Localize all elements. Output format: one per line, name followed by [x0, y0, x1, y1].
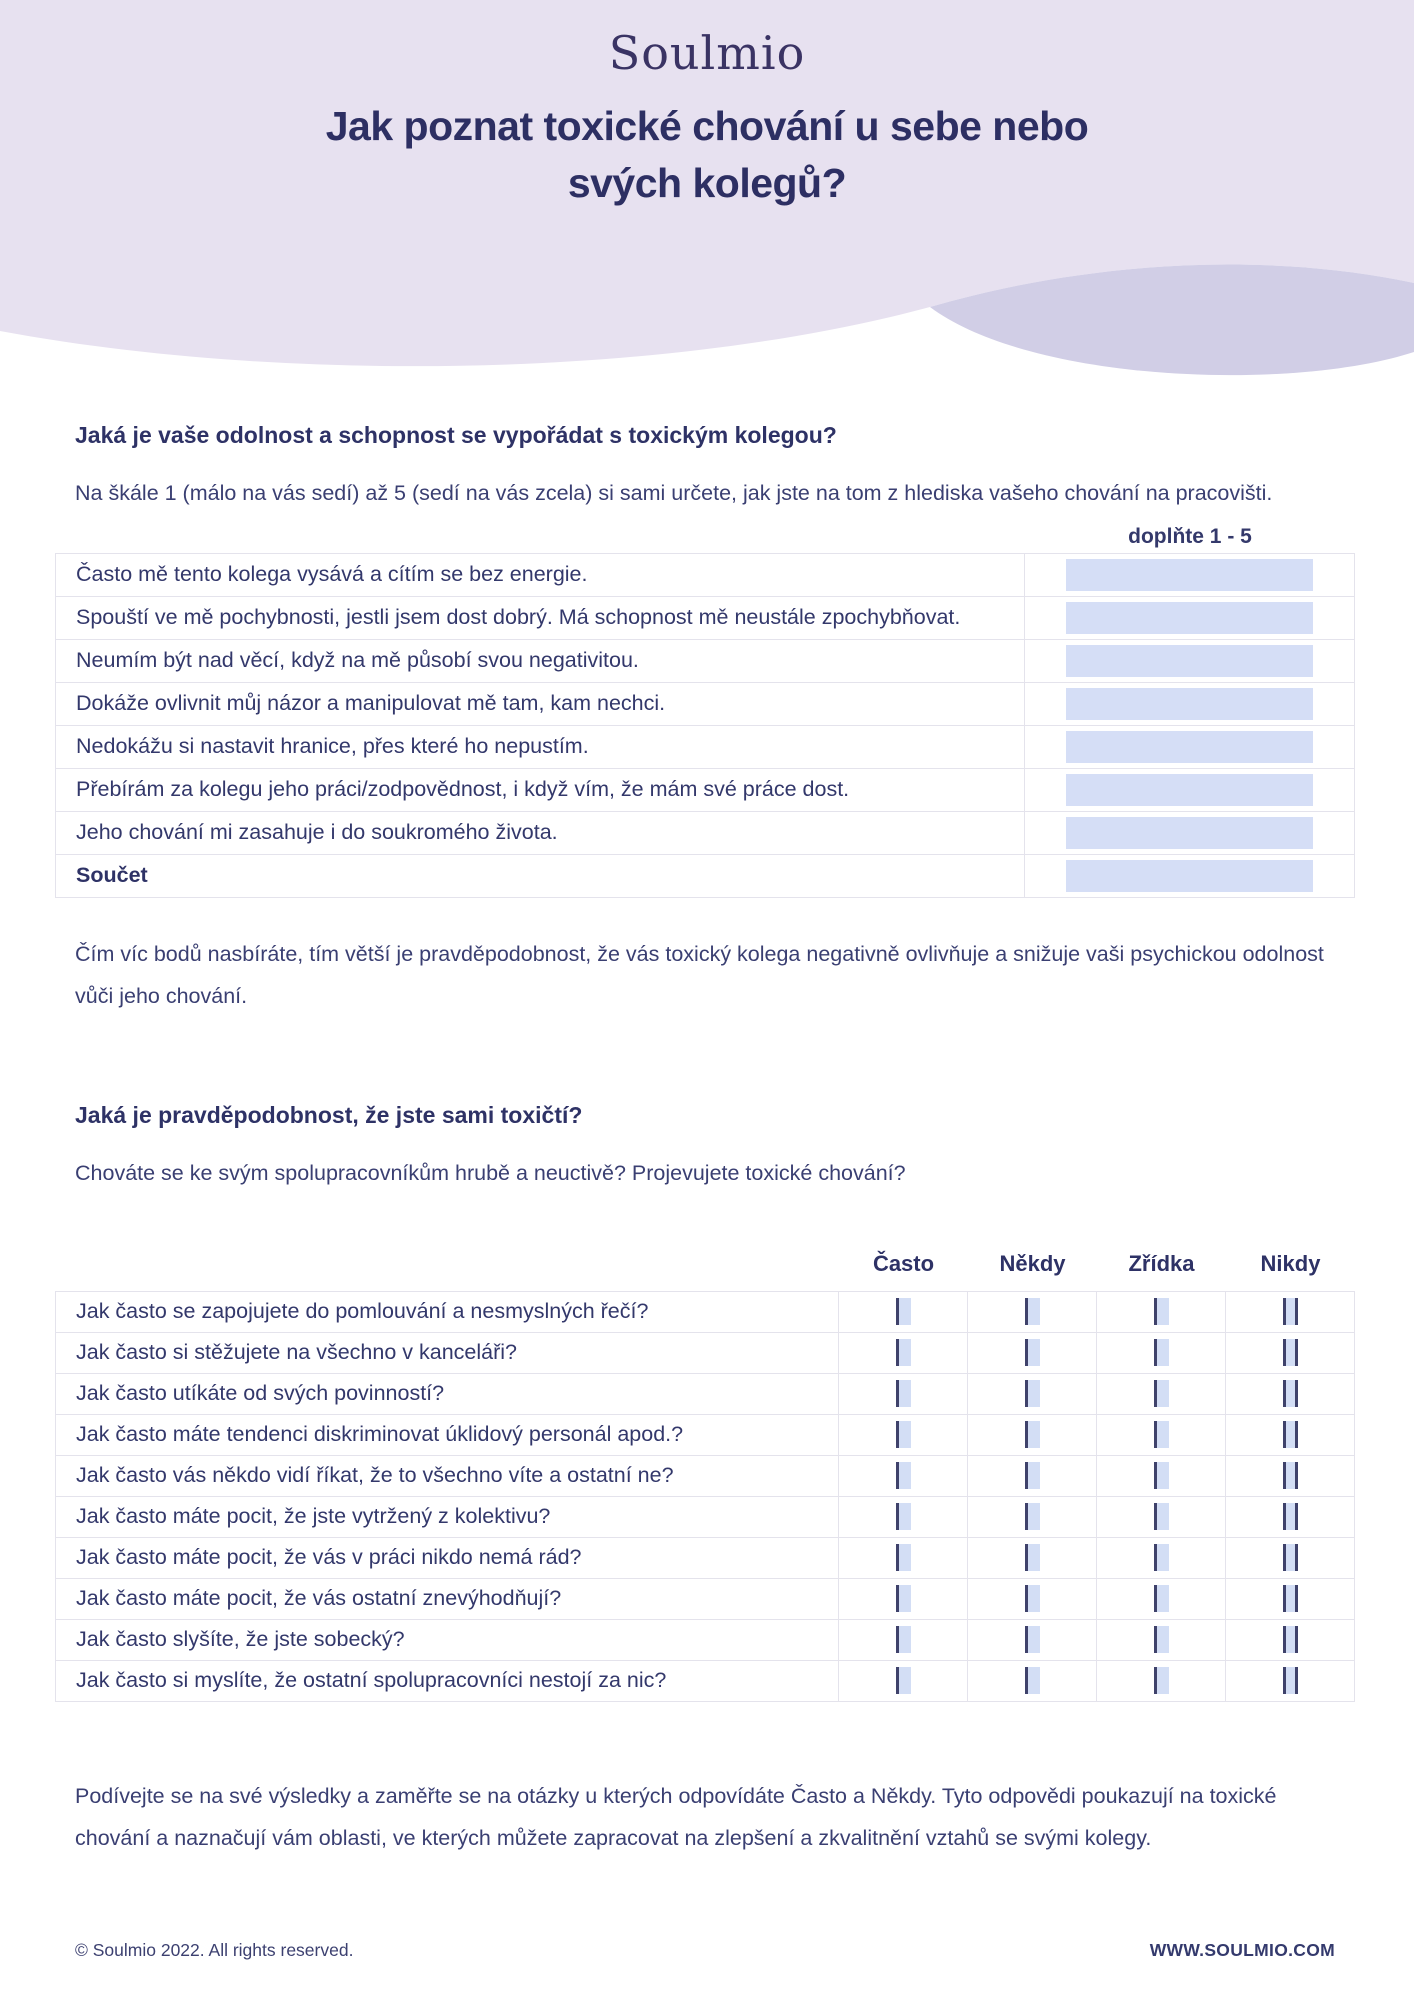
frequency-cell — [1097, 1660, 1226, 1701]
frequency-cell — [968, 1619, 1097, 1660]
frequency-checkbox[interactable] — [1154, 1626, 1169, 1653]
question-label: Jak často vás někdo vidí říkat, že to všechno víte a ostatní ne? — [56, 1455, 839, 1496]
statement-label: Součet — [56, 854, 1025, 897]
frequency-cell — [1226, 1291, 1355, 1332]
frequency-checkbox[interactable] — [1025, 1380, 1040, 1407]
score-cell — [1025, 768, 1355, 811]
toxicity-table — [55, 1291, 1355, 1702]
score-input-box[interactable] — [1066, 817, 1313, 849]
frequency-cell — [1226, 1619, 1355, 1660]
frequency-checkbox[interactable] — [896, 1544, 911, 1571]
frequency-checkbox[interactable] — [1154, 1298, 1169, 1325]
question-label: Jak často máte tendenci diskriminovat úklidový personál apod.? — [56, 1414, 839, 1455]
frequency-cell — [968, 1496, 1097, 1537]
table-row — [56, 725, 1355, 768]
table-row — [56, 1332, 1355, 1373]
frequency-column-header: Nikdy — [1260, 1250, 1321, 1276]
frequency-checkbox[interactable] — [1154, 1585, 1169, 1612]
frequency-checkbox[interactable] — [1025, 1421, 1040, 1448]
frequency-cell — [968, 1332, 1097, 1373]
question-label: Jak často se zapojujete do pomlouvání a nesmyslných řečí? — [56, 1291, 839, 1332]
section2-outro: Podívejte se na své výsledky a zaměřte se na otázky u kterých odpovídáte Často a Někdy. Tyto odpovědi poukazují na toxické chování a naznačují vám oblasti, ve kterých můžete zapracovat na zlepšení a zkvalitnění vztahů se svými kolegy. — [75, 1783, 1277, 1850]
frequency-checkbox[interactable] — [896, 1667, 911, 1694]
question-label: Jak často máte pocit, že vás v práci nikdo nemá rád? — [56, 1537, 839, 1578]
statement-label: Spouští ve mě pochybnosti, jestli jsem dost dobrý. Má schopnost mě neustále zpochybňovat. — [56, 596, 1025, 639]
frequency-cell — [1097, 1578, 1226, 1619]
question-label: Jak často slyšíte, že jste sobecký? — [56, 1619, 839, 1660]
frequency-cell — [839, 1332, 968, 1373]
frequency-checkbox[interactable] — [1025, 1462, 1040, 1489]
frequency-cell — [1097, 1496, 1226, 1537]
table-row — [56, 1373, 1355, 1414]
page-title — [0, 98, 1414, 211]
frequency-checkbox[interactable] — [1154, 1339, 1169, 1366]
frequency-cell — [968, 1291, 1097, 1332]
frequency-checkbox[interactable] — [1283, 1298, 1298, 1325]
frequency-cell — [839, 1496, 968, 1537]
frequency-cell — [839, 1660, 968, 1701]
table-row — [56, 1660, 1355, 1701]
frequency-cell — [968, 1373, 1097, 1414]
frequency-checkbox[interactable] — [896, 1380, 911, 1407]
frequency-checkbox[interactable] — [1025, 1544, 1040, 1571]
frequency-checkbox[interactable] — [1283, 1585, 1298, 1612]
header — [0, 0, 1414, 392]
frequency-cell — [968, 1414, 1097, 1455]
frequency-checkbox[interactable] — [896, 1626, 911, 1653]
question-label: Jak často utíkáte od svých povinností? — [56, 1373, 839, 1414]
table-row — [56, 811, 1355, 854]
frequency-cell — [968, 1660, 1097, 1701]
section1-intro: Na škále 1 (málo na vás sedí) až 5 (sedí na vás zcela) si sami určete, jak jste na tom z hlediska vašeho chování na pracovišti. — [75, 481, 1273, 505]
frequency-cell — [1097, 1537, 1226, 1578]
frequency-cell — [839, 1578, 968, 1619]
frequency-checkbox[interactable] — [896, 1585, 911, 1612]
frequency-checkbox[interactable] — [1283, 1667, 1298, 1694]
resilience-table — [55, 553, 1355, 898]
scale-column-label: doplňte 1 - 5 — [1128, 524, 1252, 548]
frequency-checkbox[interactable] — [1283, 1503, 1298, 1530]
frequency-checkbox[interactable] — [1154, 1544, 1169, 1571]
frequency-cell — [1097, 1332, 1226, 1373]
table-row — [56, 1537, 1355, 1578]
section1-note: Čím víc bodů nasbíráte, tím větší je pravděpodobnost, že vás toxický kolega negativně ovlivňuje a snižuje vaši psychickou odolnost vůči jeho chování. — [75, 941, 1324, 1008]
frequency-cell — [839, 1414, 968, 1455]
frequency-cell — [1097, 1619, 1226, 1660]
frequency-checkbox[interactable] — [1025, 1339, 1040, 1366]
frequency-cell — [1097, 1291, 1226, 1332]
frequency-cell — [839, 1537, 968, 1578]
score-input-box[interactable] — [1066, 731, 1313, 763]
frequency-checkbox[interactable] — [1283, 1544, 1298, 1571]
frequency-cell — [968, 1578, 1097, 1619]
frequency-cell — [1226, 1537, 1355, 1578]
frequency-column-headers — [839, 1251, 1355, 1277]
statement-label: Jeho chování mi zasahuje i do soukromého života. — [56, 811, 1025, 854]
score-cell — [1025, 854, 1355, 897]
frequency-checkbox[interactable] — [896, 1421, 911, 1448]
table-row — [56, 553, 1355, 596]
frequency-checkbox[interactable] — [896, 1503, 911, 1530]
frequency-checkbox[interactable] — [1154, 1667, 1169, 1694]
frequency-checkbox[interactable] — [1154, 1462, 1169, 1489]
frequency-checkbox[interactable] — [896, 1462, 911, 1489]
table-row — [56, 639, 1355, 682]
frequency-checkbox[interactable] — [896, 1298, 911, 1325]
frequency-checkbox[interactable] — [1025, 1585, 1040, 1612]
statement-label: Dokáže ovlivnit můj názor a manipulovat mě tam, kam nechci. — [56, 682, 1025, 725]
frequency-column-header: Někdy — [999, 1250, 1066, 1276]
score-input-box[interactable] — [1066, 645, 1313, 677]
frequency-cell — [1226, 1455, 1355, 1496]
score-input-box[interactable] — [1066, 774, 1313, 806]
frequency-checkbox[interactable] — [1283, 1626, 1298, 1653]
question-label: Jak často si myslíte, že ostatní spolupracovníci nestojí za nic? — [56, 1660, 839, 1701]
frequency-cell — [968, 1537, 1097, 1578]
footer — [75, 1940, 1335, 1961]
table-row — [56, 854, 1355, 897]
frequency-cell — [1097, 1373, 1226, 1414]
frequency-checkbox[interactable] — [1154, 1380, 1169, 1407]
table-row — [56, 1414, 1355, 1455]
table-row — [56, 1619, 1355, 1660]
frequency-cell — [1097, 1455, 1226, 1496]
frequency-checkbox[interactable] — [1025, 1626, 1040, 1653]
question-label: Jak často máte pocit, že vás ostatní znevýhodňují? — [56, 1578, 839, 1619]
frequency-column-header: Zřídka — [1128, 1250, 1195, 1276]
question-label: Jak často máte pocit, že jste vytržený z kolektivu? — [56, 1496, 839, 1537]
table-row — [56, 1455, 1355, 1496]
frequency-cell — [1097, 1414, 1226, 1455]
question-label: Jak často si stěžujete na všechno v kanceláři? — [56, 1332, 839, 1373]
frequency-cell — [1226, 1332, 1355, 1373]
score-input-box[interactable] — [1066, 602, 1313, 634]
score-cell — [1025, 811, 1355, 854]
page-title-line2: svých kolegů? — [567, 159, 847, 206]
frequency-checkbox[interactable] — [1283, 1380, 1298, 1407]
frequency-cell — [1226, 1660, 1355, 1701]
table-row — [56, 768, 1355, 811]
table-row — [56, 596, 1355, 639]
statement-label: Nedokážu si nastavit hranice, přes které ho nepustím. — [56, 725, 1025, 768]
frequency-cell — [839, 1291, 968, 1332]
score-cell — [1025, 639, 1355, 682]
frequency-checkbox[interactable] — [1154, 1421, 1169, 1448]
frequency-cell — [1226, 1496, 1355, 1537]
frequency-cell — [839, 1619, 968, 1660]
frequency-cell — [839, 1373, 968, 1414]
soulmio-logo: Soulmio — [608, 26, 806, 80]
copyright-text: © Soulmio 2022. All rights reserved. — [75, 1940, 354, 1960]
frequency-checkbox[interactable] — [896, 1339, 911, 1366]
page-title-line1: Jak poznat toxické chování u sebe nebo — [325, 103, 1089, 149]
frequency-checkbox[interactable] — [1283, 1421, 1298, 1448]
website-link[interactable]: WWW.SOULMIO.COM — [1149, 1940, 1335, 1960]
frequency-cell — [839, 1455, 968, 1496]
content — [0, 422, 1414, 1860]
frequency-checkbox[interactable] — [1025, 1667, 1040, 1694]
score-cell — [1025, 682, 1355, 725]
score-input-box[interactable] — [1066, 559, 1313, 591]
frequency-cell — [1226, 1414, 1355, 1455]
table-row — [56, 1291, 1355, 1332]
table-row — [56, 682, 1355, 725]
table-row — [56, 1496, 1355, 1537]
statement-label: Často mě tento kolega vysává a cítím se bez energie. — [56, 553, 1025, 596]
frequency-checkbox[interactable] — [1025, 1503, 1040, 1530]
frequency-checkbox[interactable] — [1283, 1339, 1298, 1366]
statement-label: Přebírám za kolegu jeho práci/zodpovědnost, i když vím, že mám své práce dost. — [56, 768, 1025, 811]
table-row — [56, 1578, 1355, 1619]
frequency-checkbox[interactable] — [1283, 1462, 1298, 1489]
score-input-box[interactable] — [1066, 688, 1313, 720]
frequency-checkbox[interactable] — [1025, 1298, 1040, 1325]
section2-heading: Jaká je pravděpodobnost, že jste sami toxičtí? — [75, 1101, 583, 1128]
frequency-cell — [968, 1455, 1097, 1496]
frequency-column-header: Často — [872, 1250, 935, 1276]
section1-heading: Jaká je vaše odolnost a schopnost se vypořádat s toxickým kolegou? — [75, 422, 837, 448]
score-input-box[interactable] — [1066, 860, 1313, 892]
frequency-cell — [1226, 1578, 1355, 1619]
score-cell — [1025, 725, 1355, 768]
statement-label: Neumím být nad věcí, když na mě působí svou negativitou. — [56, 639, 1025, 682]
section2-intro: Chováte se ke svým spolupracovníkům hrubě a neuctivě? Projevujete toxické chování? — [75, 1160, 906, 1185]
frequency-cell — [1226, 1373, 1355, 1414]
score-cell — [1025, 553, 1355, 596]
score-cell — [1025, 596, 1355, 639]
frequency-checkbox[interactable] — [1154, 1503, 1169, 1530]
